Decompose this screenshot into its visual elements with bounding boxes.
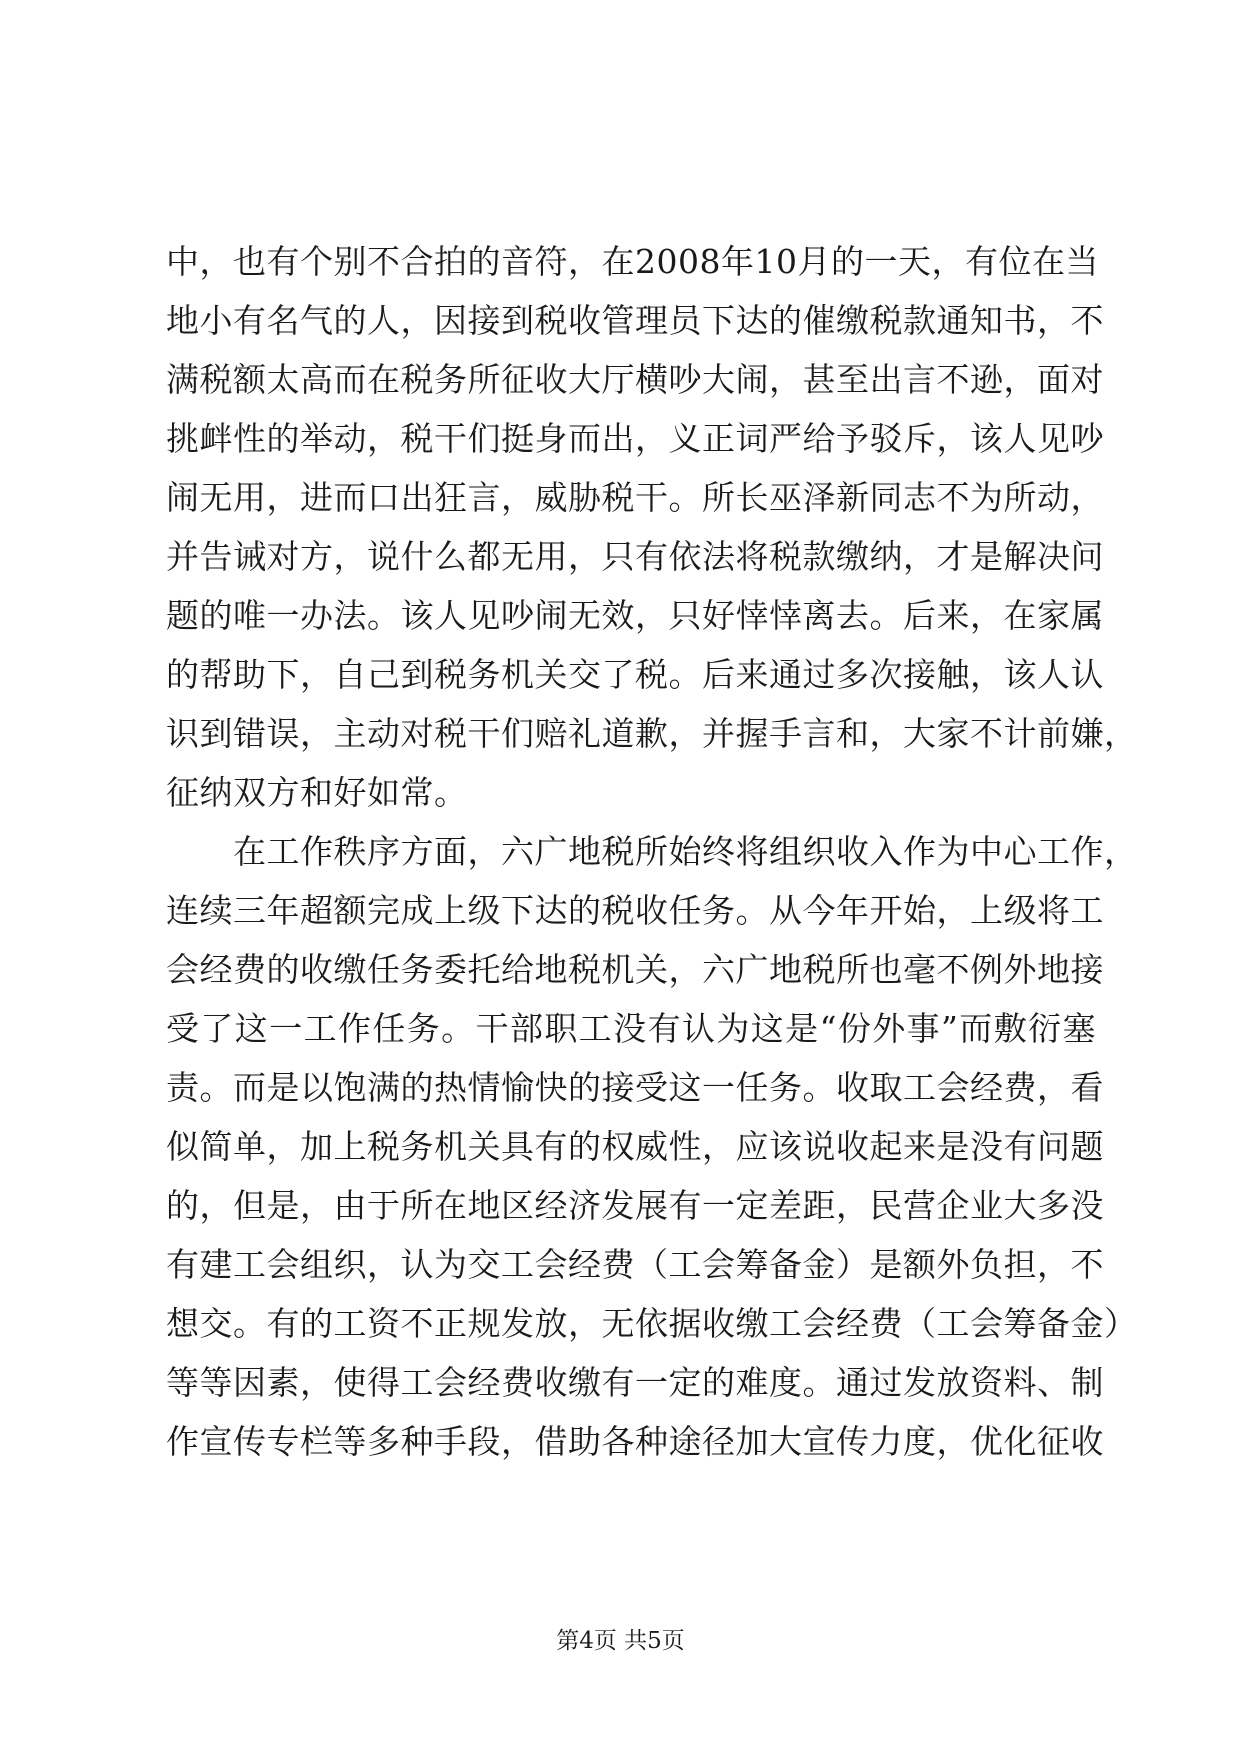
text-line: 地小有名气的人，因接到税收管理员下达的催缴税款通知书，不	[166, 301, 1104, 340]
text-line: 挑衅性的举动，税干们挺身而出，义正词严给予驳斥，该人见吵	[166, 419, 1104, 458]
text-line: 连续三年超额完成上级下达的税收任务。从今年开始，上级将工	[166, 891, 1104, 930]
text-line: 想交。有的工资不正规发放，无依据收缴工会经费（工会筹备金）	[166, 1304, 1138, 1343]
text-line: 在工作秩序方面，六广地税所始终将组织收入作为中心工作，	[166, 832, 1138, 871]
text-line: 受了这一工作任务。干部职工没有认为这是“份外事”而敷衍塞	[166, 1009, 1096, 1048]
text-line: 的，但是，由于所在地区经济发展有一定差距，民营企业大多没	[166, 1186, 1104, 1225]
text-line: 责。而是以饱满的热情愉快的接受这一任务。收取工会经费，看	[166, 1068, 1104, 1107]
text-line: 中，也有个别不合拍的音符，在2008年10月的一天，有位在当	[166, 242, 1099, 281]
text-line: 满税额太高而在税务所征收大厅横吵大闹，甚至出言不逊，面对	[166, 360, 1104, 399]
page-footer	[0, 1626, 1241, 1656]
text-line: 等等因素，使得工会经费收缴有一定的难度。通过发放资料、制	[166, 1363, 1104, 1402]
body-text	[166, 232, 1138, 1471]
text-line: 征纳双方和好如常。	[166, 773, 468, 812]
text-line: 作宣传专栏等多种手段，借助各种途径加大宣传力度，优化征收	[166, 1422, 1104, 1461]
text-line: 识到错误，主动对税干们赔礼道歉，并握手言和，大家不计前嫌，	[166, 714, 1138, 753]
text-line: 闹无用，进而口出狂言，威胁税干。所长巫泽新同志不为所动，	[166, 478, 1104, 517]
text-line: 并告诫对方，说什么都无用，只有依法将税款缴纳，才是解决问	[166, 537, 1104, 576]
text-line: 的帮助下，自己到税务机关交了税。后来通过多次接触，该人认	[166, 655, 1104, 694]
text-line: 似简单，加上税务机关具有的权威性，应该说收起来是没有问题	[166, 1127, 1104, 1166]
paragraph-2	[166, 822, 1138, 1471]
page-number: 第4页 共5页	[556, 1628, 685, 1654]
text-line: 会经费的收缴任务委托给地税机关，六广地税所也毫不例外地接	[166, 950, 1104, 989]
paragraph-1	[166, 232, 1138, 822]
text-line: 题的唯一办法。该人见吵闹无效，只好悻悻离去。后来，在家属	[166, 596, 1104, 635]
text-line: 有建工会组织，认为交工会经费（工会筹备金）是额外负担，不	[166, 1245, 1104, 1284]
